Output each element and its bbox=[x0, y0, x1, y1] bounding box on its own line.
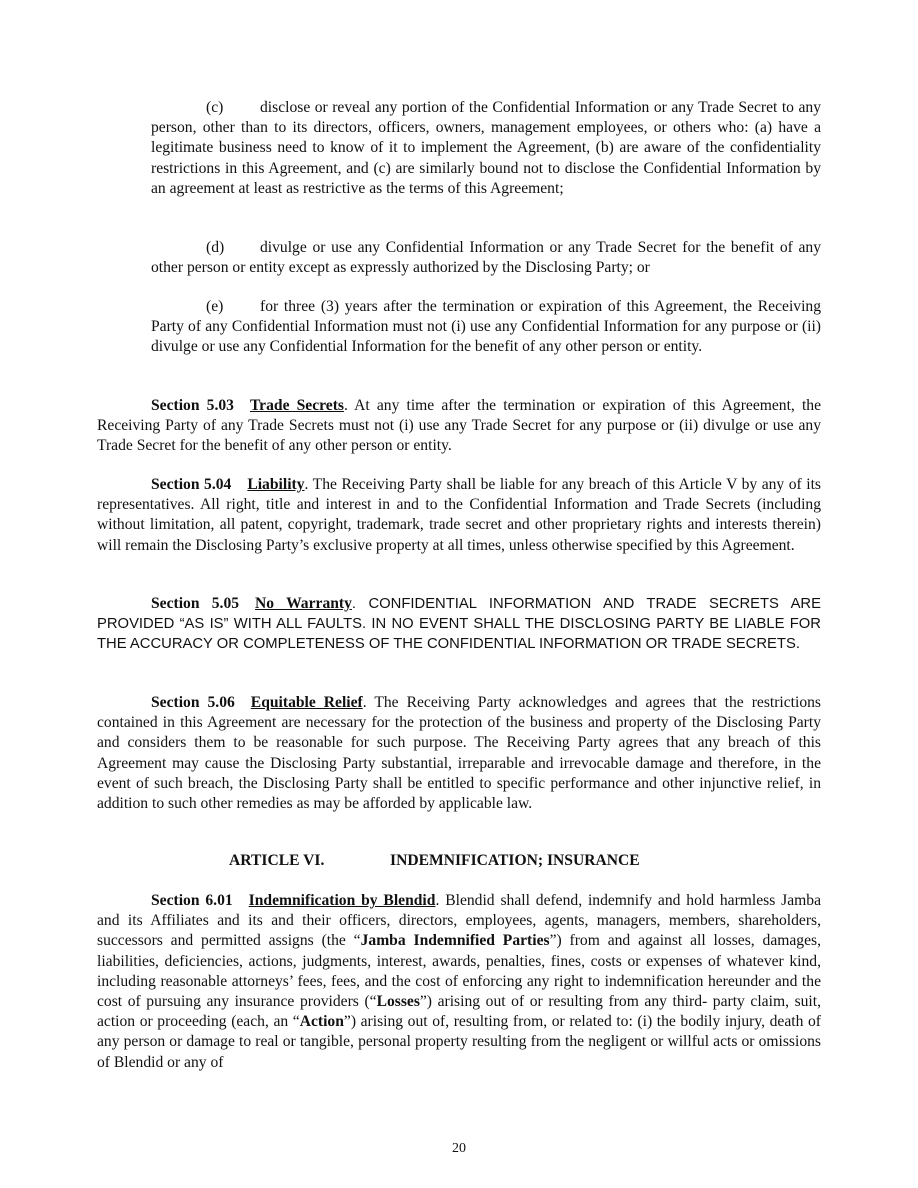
subsection-label: (c) bbox=[206, 99, 224, 116]
section-5-03 bbox=[97, 396, 821, 457]
section-title: Liability bbox=[247, 476, 305, 493]
section-title: Indemnification by Blendid bbox=[248, 892, 436, 909]
section-5-04 bbox=[97, 475, 821, 556]
section-text: . At any time after the termination or expiration of this Agreement, the Receiving Party of any Trade Secrets must not (i) use any Trade Secret for any purpose or (ii) divulge or use any Trade Secret for the benefit of any other person or entity. bbox=[97, 397, 821, 455]
subsection-c bbox=[151, 98, 821, 199]
defined-term: Losses bbox=[376, 993, 420, 1011]
section-text: ”) from and against all losses, damages, liabilities, deficiencies, actions, judgments, interest, awards, penalties, fines, costs or expenses of whatever kind, including reasonable attorneys’ fees, fees, and the cost of enforcing any right to indemnification hereunder and the cost of pursuing any insurance providers (“ bbox=[97, 932, 821, 1011]
section-text: . Blendid shall defend, indemnify and hold harmless Jamba and its Affiliates and its and their officers, directors, employees, agents, managers, members, shareholders, successors and permitted assigns (the “ bbox=[97, 892, 822, 950]
section-5-06 bbox=[97, 693, 821, 814]
article-title: INDEMNIFICATION; INSURANCE bbox=[390, 852, 640, 869]
subsection-label: (e) bbox=[206, 298, 224, 315]
section-title: No Warranty bbox=[255, 595, 352, 612]
subsection-label: (d) bbox=[206, 239, 225, 256]
section-text: ”) arising out of, resulting from, or related to: (i) the bodily injury, death of any person or damage to real or tangible, personal property resulting from the negligent or willful acts or omissions of Blendid or any of bbox=[97, 1013, 821, 1071]
subsection-d bbox=[151, 238, 821, 278]
subsection-text: for three (3) years after the termination or expiration of this Agreement, the Receiving Party of any Confidential Information must not (i) use any Confidential Information for any purpose or (ii) divulge or use any Confidential Information for the benefit of any other person or entity. bbox=[151, 298, 821, 356]
section-number: Section 5.06 bbox=[151, 694, 235, 711]
section-text: . CONFIDENTIAL INFORMATION AND TRADE SECRETS ARE PROVIDED “AS IS” WITH ALL FAULTS. IN NO EVENT SHALL THE DISCLOSING PARTY BE LIABLE FOR THE ACCURACY OR COMPLETENESS OF THE CONFIDENTIAL INFORMATION OR TRADE SECRETS. bbox=[97, 596, 821, 653]
section-number: Section 5.03 bbox=[151, 397, 234, 414]
subsection-text: divulge or use any Confidential Information or any Trade Secret for the benefit of any other person or entity except as expressly authorized by the Disclosing Party; or bbox=[151, 239, 821, 277]
section-number: Section 5.05 bbox=[151, 595, 240, 612]
section-5-05 bbox=[97, 594, 821, 655]
section-6-01 bbox=[97, 891, 821, 1073]
section-number: Section 6.01 bbox=[151, 892, 233, 909]
section-title: Trade Secrets bbox=[249, 397, 344, 414]
subsection-e bbox=[151, 297, 821, 358]
section-text: ”) arising out of or resulting from any third- party claim, suit, action or proceeding (each, an “ bbox=[97, 993, 821, 1031]
section-text: . The Receiving Party acknowledges and agrees that the restrictions contained in this Agreement are necessary for the protection of the business and property of the Disclosing Party and considers them to be reasonable for such purpose. The Receiving Party agrees that any breach of this Agreement may cause the Disclosing Party substantial, irreparable and irrevocable damage and therefore, in the event of such breach, the Disclosing Party shall be entitled to specific performance and other injunctive relief, in addition to such other remedies as may be afforded by applicable law. bbox=[97, 694, 822, 813]
subsection-text: disclose or reveal any portion of the Confidential Information or any Trade Secret to any person, other than to its directors, officers, owners, management employees, or others who: (a) have a legitimate business need to know of it to implement the Agreement, (b) are aware of the confidentiality restrictions in this Agreement, and (c) are similarly bound not to disclose the Confidential Information by an agreement at least as restrictive as the terms of this Agreement; bbox=[151, 99, 821, 197]
defined-term: Jamba Indemnified Parties bbox=[360, 932, 550, 950]
section-number: Section 5.04 bbox=[151, 476, 232, 493]
defined-term: Action bbox=[299, 1013, 344, 1031]
article-number: ARTICLE VI. bbox=[229, 852, 325, 869]
section-text: . The Receiving Party shall be liable for any breach of this Article V by any of its representatives. All right, title and interest in and to the Confidential Information and Trade Secrets (including without limitation, all patent, copyright, trademark, trade secret and other proprietary rights and interests therein) will remain the Disclosing Party’s exclusive property at all times, unless otherwise specified by this Agreement. bbox=[97, 476, 821, 554]
section-title: Equitable Relief bbox=[250, 694, 363, 711]
page-number: 20 bbox=[452, 1141, 466, 1156]
